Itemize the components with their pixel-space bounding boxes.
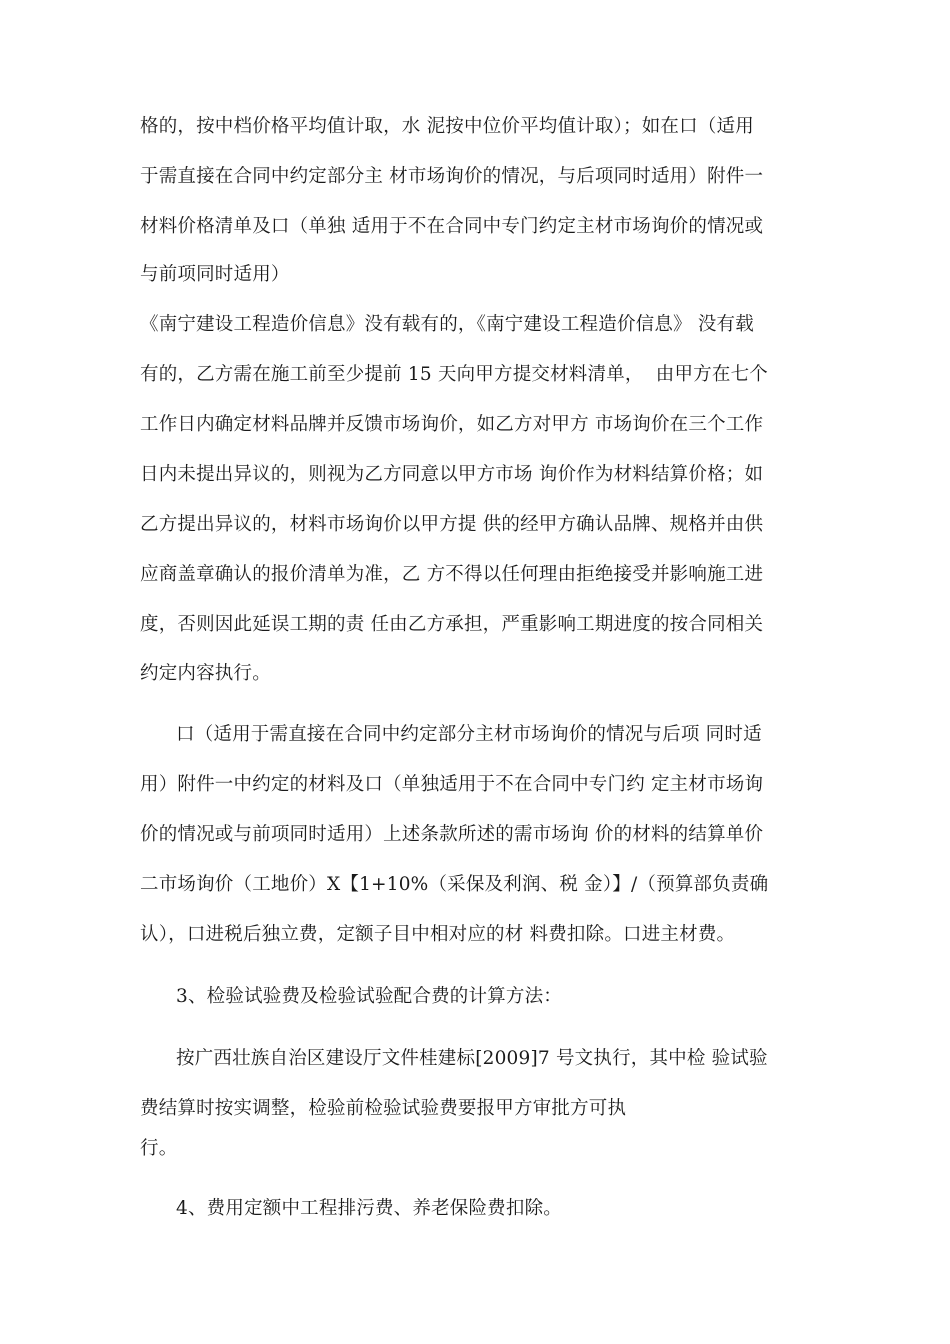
text-line: 应商盖章确认的报价清单为准，乙 方不得以任何理由拒绝接受并影响施工进 — [140, 564, 764, 585]
text-line: 工作日内确定材料品牌并反馈市场询价，如乙方对甲方 市场询价在三个工作 — [140, 414, 764, 435]
text-line: 口（适用于需直接在合同中约定部分主材市场询价的情况与后项 同时适 — [176, 724, 762, 745]
text-line: 度，否则因此延误工期的责 任由乙方承担，严重影响工期进度的按合同相关 — [140, 614, 764, 635]
text-line: 约定内容执行。 — [140, 663, 271, 684]
text-line: 二市场询价（工地价）X【1+10%（采保及利润、税 金）】/（预算部负责确 — [140, 874, 769, 895]
text-line: 《南宁建设工程造价信息》没有载有的，《南宁建设工程造价信息》 没有载 — [140, 314, 754, 335]
text-line: 有的，乙方需在施工前至少提前 15 天向甲方提交材料清单， 由甲方在七个 — [140, 364, 768, 385]
text-line: 格的，按中档价格平均值计取，水 泥按中位价平均值计取）；如在口（适用 — [140, 116, 754, 137]
section-heading: 4、费用定额中工程排污费、养老保险费扣除。 — [176, 1198, 562, 1219]
text-line: 与前项同时适用） — [140, 264, 290, 285]
section-heading: 3、检验试验费及检验试验配合费的计算方法： — [176, 986, 562, 1007]
text-line: 日内未提出异议的，则视为乙方同意以甲方市场 询价作为材料结算价格；如 — [140, 464, 764, 485]
text-line: 认），口进税后独立费，定额子目中相对应的材 料费扣除。口进主材费。 — [140, 924, 736, 945]
text-line: 价的情况或与前项同时适用）上述条款所述的需市场询 价的材料的结算单价 — [140, 824, 764, 845]
text-line: 乙方提出异议的，材料市场询价以甲方提 供的经甲方确认品牌、规格并由供 — [140, 514, 764, 535]
text-line: 用）附件一中约定的材料及口（单独适用于不在合同中专门约 定主材市场询 — [140, 774, 764, 795]
text-line: 行。 — [140, 1138, 178, 1159]
text-line: 费结算时按实调整，检验前检验试验费要报甲方审批方可执 — [140, 1098, 627, 1119]
text-line: 材料价格清单及口（单独 适用于不在合同中专门约定主材市场询价的情况或 — [140, 216, 764, 237]
text-line: 于需直接在合同中约定部分主 材市场询价的情况，与后项同时适用）附件一 — [140, 166, 764, 187]
text-line: 按广西壮族自治区建设厅文件桂建标[2009]7 号文执行，其中检 验试验 — [176, 1048, 768, 1069]
